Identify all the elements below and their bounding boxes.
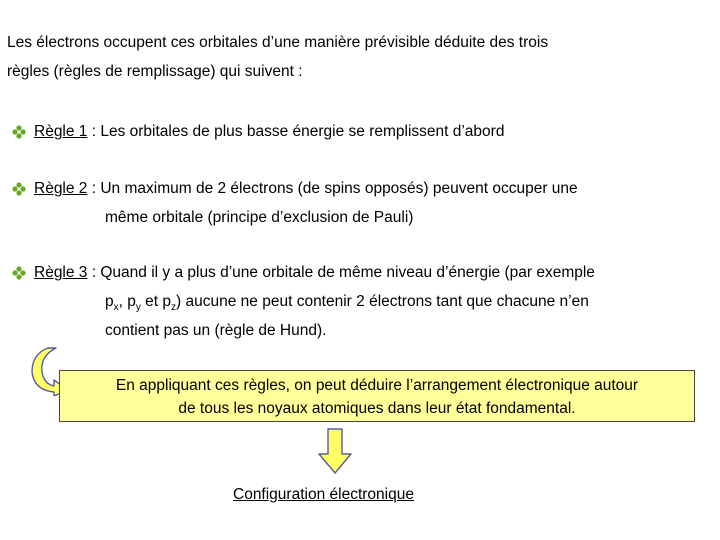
rule-3-line-2: $p_x$, $p_y$ et $p_z$) aucune ne peut contenir 2 électrons tant que chacune n’en	[105, 293, 589, 314]
intro-line-1: Les électrons occupent ces orbitales d’une manière prévisible déduite des trois	[7, 34, 549, 51]
rule-2-label: Règle 2	[34, 180, 88, 197]
rule-1-text: : Les orbitales de plus basse énergie se remplissent d’abord	[87, 123, 505, 140]
rule-2	[12, 174, 578, 232]
rule-3	[12, 258, 595, 345]
diamond-bullet-icon	[12, 125, 26, 139]
intro-paragraph	[7, 28, 707, 86]
rule-2-line-2: même orbitale (principe d’exclusion de Pauli)	[105, 209, 414, 226]
summary-line-2: de tous les noyaux atomiques dans leur état fondamental.	[178, 400, 576, 417]
intro-line-2: règles (règles de remplissage) qui suivent :	[7, 63, 303, 80]
rule-1-label: Règle 1	[34, 123, 88, 140]
diamond-bullet-icon	[12, 266, 26, 280]
rule-3-line-3: contient pas un (règle de Hund).	[105, 322, 327, 339]
rule-3-label: Règle 3	[34, 264, 88, 281]
down-arrow-icon	[318, 428, 352, 474]
conclusion-title: Configuration électronique	[233, 486, 414, 503]
summary-line-1: En appliquant ces règles, on peut déduire l’arrangement électronique autour	[115, 377, 639, 394]
rule-3-text: : Quand il y a plus d’une orbitale de même niveau d’énergie (par exemple	[87, 264, 595, 281]
diamond-bullet-icon	[12, 182, 26, 196]
rule-2-text: : Un maximum de 2 électrons (de spins opposés) peuvent occuper une	[87, 180, 578, 197]
summary-box	[59, 370, 695, 422]
rule-1	[12, 117, 504, 146]
